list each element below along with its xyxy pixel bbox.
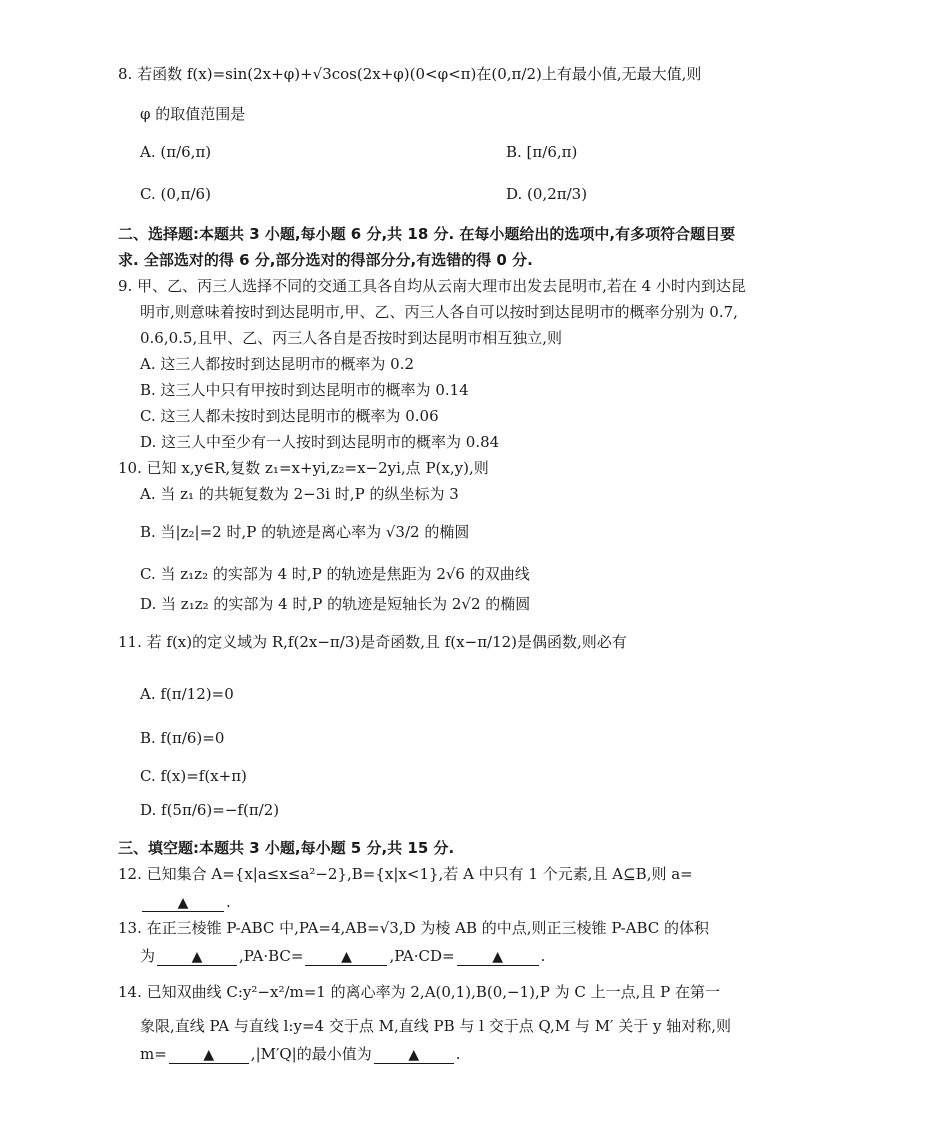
- q8-option-c: C. (0,π/6): [140, 185, 211, 203]
- q14-prefix: m=: [140, 1045, 167, 1063]
- q14-middle: ,|M′Q|的最小值为: [250, 1045, 372, 1063]
- q9-stem-line3: 0.6,0.5,且甲、乙、丙三人各自是否按时到达昆明市相互独立,则: [140, 329, 563, 347]
- section2-heading-line1: 二、选择题:本题共 3 小题,每小题 6 分,共 18 分. 在每小题给出的选项中,有多项符合题目要: [118, 225, 736, 243]
- q8-option-d: D. (0,2π/3): [506, 185, 588, 203]
- q13-dot-product-2-blank[interactable]: ▲: [457, 949, 539, 966]
- q13-volume-blank[interactable]: ▲: [157, 949, 237, 966]
- q8-option-b: B. [π/6,π): [506, 143, 578, 161]
- q12-period: .: [226, 893, 231, 911]
- q8-stem-line2: φ 的取值范围是: [140, 105, 246, 123]
- q14-m-blank[interactable]: ▲: [169, 1047, 249, 1064]
- q12-answer-line: [140, 892, 231, 912]
- q14-period: .: [455, 1045, 461, 1063]
- q11-stem: 11. 若 f(x)的定义域为 R,f(2x−π/3)是奇函数,且 f(x−π/12)是偶函数,则必有: [118, 633, 627, 651]
- q13-dot-product-1-blank[interactable]: ▲: [305, 949, 387, 966]
- q10-stem: 10. 已知 x,y∈R,复数 z₁=x+yi,z₂=x−2yi,点 P(x,y),则: [118, 459, 489, 477]
- q10-option-b: B. 当|z₂|=2 时,P 的轨迹是离心率为 √3/2 的椭圆: [140, 523, 470, 541]
- q8-option-a: A. (π/6,π): [140, 143, 212, 161]
- q13-period: .: [540, 947, 546, 965]
- q14-stem-line1: 14. 已知双曲线 C:y²−x²/m=1 的离心率为 2,A(0,1),B(0,−1),P 为 C 上一点,且 P 在第一: [118, 983, 721, 1001]
- q9-stem-line1: 9. 甲、乙、丙三人选择不同的交通工具各自均从云南大理市出发去昆明市,若在 4 小时内到达昆: [118, 277, 746, 295]
- q12-answer-blank[interactable]: ▲: [142, 895, 224, 912]
- q14-min-distance-blank[interactable]: ▲: [374, 1047, 454, 1064]
- q9-option-a: A. 这三人都按时到达昆明市的概率为 0.2: [140, 355, 414, 373]
- q12-stem-line1: 12. 已知集合 A={x|a≤x≤a²−2},B={x|x<1},若 A 中只有 1 个元素,且 A⊆B,则 a=: [118, 865, 693, 883]
- q10-option-d: D. 当 z₁z₂ 的实部为 4 时,P 的轨迹是短轴长为 2√2 的椭圆: [140, 595, 531, 613]
- q8-stem-line1: 8. 若函数 f(x)=sin(2x+φ)+√3cos(2x+φ)(0<φ<π)在(0,π/2)上有最小值,无最大值,则: [118, 65, 702, 83]
- q13-dot-product-1: ,PA·BC=: [239, 947, 304, 965]
- q9-option-c: C. 这三人都未按时到达昆明市的概率为 0.06: [140, 407, 439, 425]
- q9-stem-line2: 明市,则意味着按时到达昆明市,甲、乙、丙三人各自可以按时到达昆明市的概率分别为 0.7,: [140, 303, 738, 321]
- q10-option-c: C. 当 z₁z₂ 的实部为 4 时,P 的轨迹是焦距为 2√6 的双曲线: [140, 565, 530, 583]
- q13-dot-product-2: ,PA·CD=: [389, 947, 455, 965]
- q11-option-c: C. f(x)=f(x+π): [140, 767, 247, 785]
- q13-answer-line: [140, 946, 545, 966]
- section3-heading: 三、填空题:本题共 3 小题,每小题 5 分,共 15 分.: [118, 839, 455, 857]
- q11-option-d: D. f(5π/6)=−f(π/2): [140, 801, 280, 819]
- q11-option-a: A. f(π/12)=0: [140, 685, 234, 703]
- q9-option-d: D. 这三人中至少有一人按时到达昆明市的概率为 0.84: [140, 433, 500, 451]
- section2-heading-line2: 求. 全部选对的得 6 分,部分选对的得部分分,有选错的得 0 分.: [118, 251, 533, 269]
- q10-option-a: A. 当 z₁ 的共轭复数为 2−3i 时,P 的纵坐标为 3: [140, 485, 459, 503]
- q13-stem-line1: 13. 在正三棱锥 P-ABC 中,PA=4,AB=√3,D 为棱 AB 的中点,则正三棱锥 P-ABC 的体积: [118, 919, 710, 937]
- q13-prefix: 为: [140, 947, 156, 965]
- q9-option-b: B. 这三人中只有甲按时到达昆明市的概率为 0.14: [140, 381, 469, 399]
- q11-option-b: B. f(π/6)=0: [140, 729, 225, 747]
- q14-stem-line2: 象限,直线 PA 与直线 l:y=4 交于点 M,直线 PB 与 l 交于点 Q,M 与 M′ 关于 y 轴对称,则: [140, 1017, 732, 1035]
- q14-answer-line: [140, 1044, 461, 1064]
